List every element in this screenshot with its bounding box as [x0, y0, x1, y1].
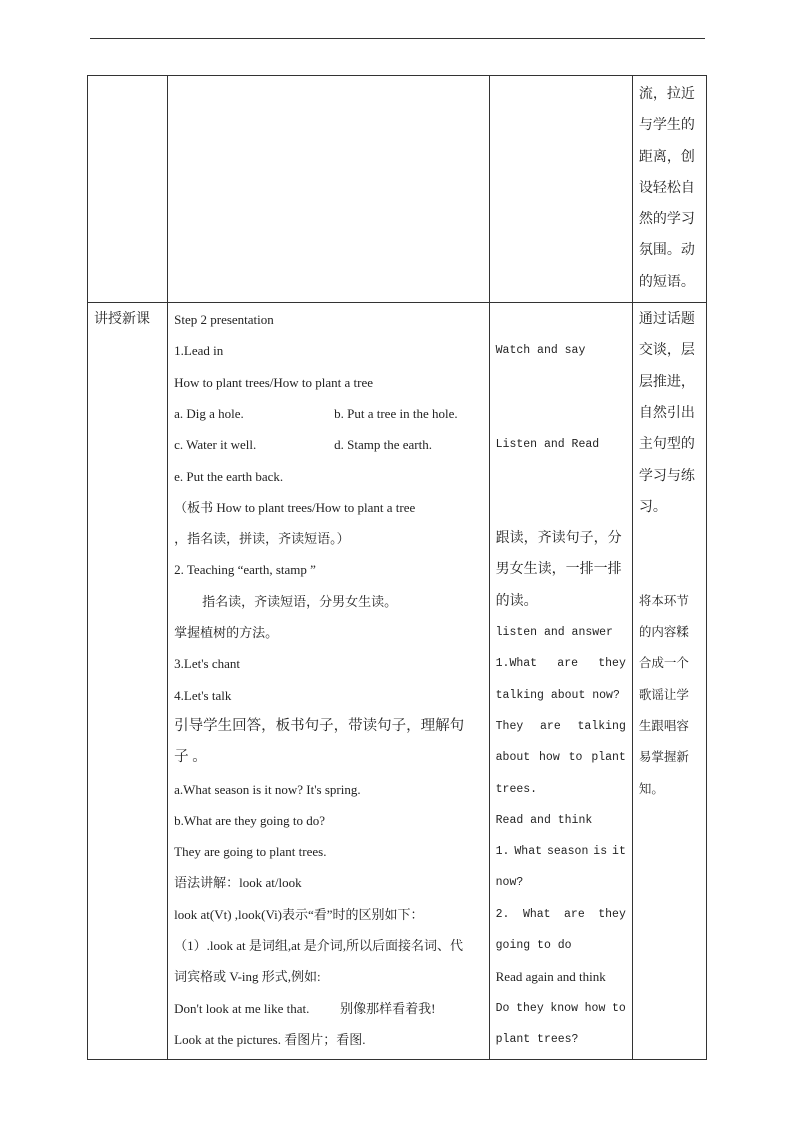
- table-row: [88, 303, 707, 1060]
- grammar-rule-1b: 词宾格或 V-ing 形式,例如:: [174, 969, 321, 985]
- answer-b: They are going to plant trees.: [174, 844, 327, 860]
- student-cell-empty: [489, 76, 632, 303]
- purpose-line: 距离，创: [638, 149, 695, 165]
- answer-1-line-2: about how to plant: [495, 751, 626, 765]
- purpose-line: 易掌握新: [638, 750, 689, 765]
- question-1-line-1: 1.What are they: [495, 657, 626, 671]
- question-1-line-2: talking about now?: [495, 688, 620, 702]
- section-cell-empty: [88, 76, 168, 303]
- purpose-line: 自然引出: [638, 405, 695, 421]
- watch-and-say: Watch and say: [495, 344, 586, 358]
- purpose-line: 习。: [638, 499, 667, 515]
- steps-cd: [174, 429, 483, 460]
- teaching-words: 2. Teaching “earth, stamp ”: [174, 562, 316, 578]
- purpose-cell: [632, 303, 706, 1060]
- step-b: b. Put a tree in the hole.: [334, 405, 458, 421]
- grammar-heading: 语法讲解：look at/look: [174, 875, 302, 891]
- purpose-line: 流，拉近: [638, 87, 695, 102]
- example-2: Look at the pictures. 看图片；看图.: [174, 1031, 366, 1047]
- purpose-line: 交谈，层: [638, 343, 695, 359]
- read-again-think: Read again and think: [495, 969, 606, 985]
- purpose-line: 学习与练: [638, 468, 695, 484]
- question-b: b.What are they going to do?: [174, 812, 326, 828]
- question-4-line-2: plant trees?: [495, 1032, 579, 1046]
- steps-ab: [174, 398, 483, 429]
- grammar-diff: look at(Vt) ,look(Vi)表示“看”时的区别如下：: [174, 906, 424, 922]
- question-4-line-1: Do they know how to: [495, 1001, 626, 1015]
- board-note-1: （板书 How to plant trees/How to plant a tree: [174, 499, 416, 515]
- question-2-line-1: 1. What season is it: [495, 845, 626, 859]
- step-d: d. Stamp the earth.: [334, 437, 432, 453]
- section-cell: [88, 303, 168, 1060]
- purpose-line: 氛围。动: [638, 243, 695, 259]
- step-e: e. Put the earth back.: [174, 468, 284, 484]
- header-rule: [90, 38, 705, 39]
- question-3-line-2: going to do: [495, 939, 572, 953]
- lets-chant: 3.Let's chant: [174, 656, 241, 672]
- lead-in: 1.Lead in: [174, 343, 224, 359]
- example-1-cn: 别像那样看着我!: [340, 1000, 436, 1016]
- purpose-line: 的短语。: [638, 274, 695, 290]
- purpose-line: 层推进，: [638, 374, 695, 390]
- listen-and-answer: listen and answer: [495, 626, 613, 640]
- example-1-en: Don't look at me like that.: [174, 1000, 310, 1016]
- answer-1-line-3: trees.: [495, 782, 538, 796]
- step-c: c. Water it well.: [174, 437, 257, 453]
- example-1: [174, 993, 483, 1024]
- procedure-cell-empty: [168, 76, 490, 303]
- question-a: a.What season is it now? It's spring.: [174, 781, 361, 797]
- follow-read-2: 男女生读，一排一排: [495, 562, 622, 578]
- listen-and-read: Listen and Read: [495, 438, 600, 452]
- purpose-line: 歌谣让学: [638, 687, 689, 702]
- step-a: a. Dig a hole.: [174, 405, 244, 421]
- question-2-line-2: now?: [495, 876, 524, 890]
- read-and-think: Read and think: [495, 813, 593, 827]
- purpose-line: 的内容糅: [638, 625, 689, 640]
- lesson-plan-table: [87, 75, 707, 1060]
- purpose-line: 主句型的: [638, 437, 695, 453]
- question-3-line-1: 2. What are they: [495, 907, 626, 921]
- purpose-line: 与学生的: [638, 118, 695, 134]
- step-heading: Step 2 presentation: [174, 312, 274, 328]
- follow-read-1: 跟读，齐读句子，分: [495, 531, 622, 547]
- guide-line-1: 引导学生回答，板书句子，带读句子，理解句: [174, 717, 465, 734]
- purpose-line: 然的学习: [638, 212, 695, 228]
- purpose-cell: [632, 76, 706, 303]
- answer-1-line-1: They are talking: [495, 719, 626, 733]
- how-to-plant: How to plant trees/How to plant a tree: [174, 374, 374, 390]
- table-row: [88, 76, 707, 303]
- purpose-line: 通过话题: [638, 312, 695, 328]
- lets-talk: 4.Let's talk: [174, 687, 232, 703]
- student-cell: [489, 303, 632, 1060]
- grammar-rule-1a: （1）.look at 是词组,at 是介词,所以后面接名词、代: [174, 938, 464, 954]
- purpose-line: 知。: [638, 781, 664, 796]
- board-note-2: ，指名读，拼读，齐读短语。）: [174, 531, 350, 547]
- purpose-line: 生跟唱容: [638, 718, 689, 733]
- procedure-cell: [168, 303, 490, 1060]
- purpose-line: 设轻松自: [638, 180, 695, 196]
- section-title: 讲授新课: [94, 312, 150, 328]
- read-method: 指名读，齐读短语，分男女生读。: [202, 593, 398, 609]
- purpose-line: 将本环节: [638, 593, 689, 608]
- follow-read-3: 的读。: [495, 593, 538, 609]
- guide-line-2: 子 。: [174, 749, 207, 766]
- purpose-line: 合成一个: [638, 656, 689, 671]
- master-method: 掌握植树的方法。: [174, 625, 279, 641]
